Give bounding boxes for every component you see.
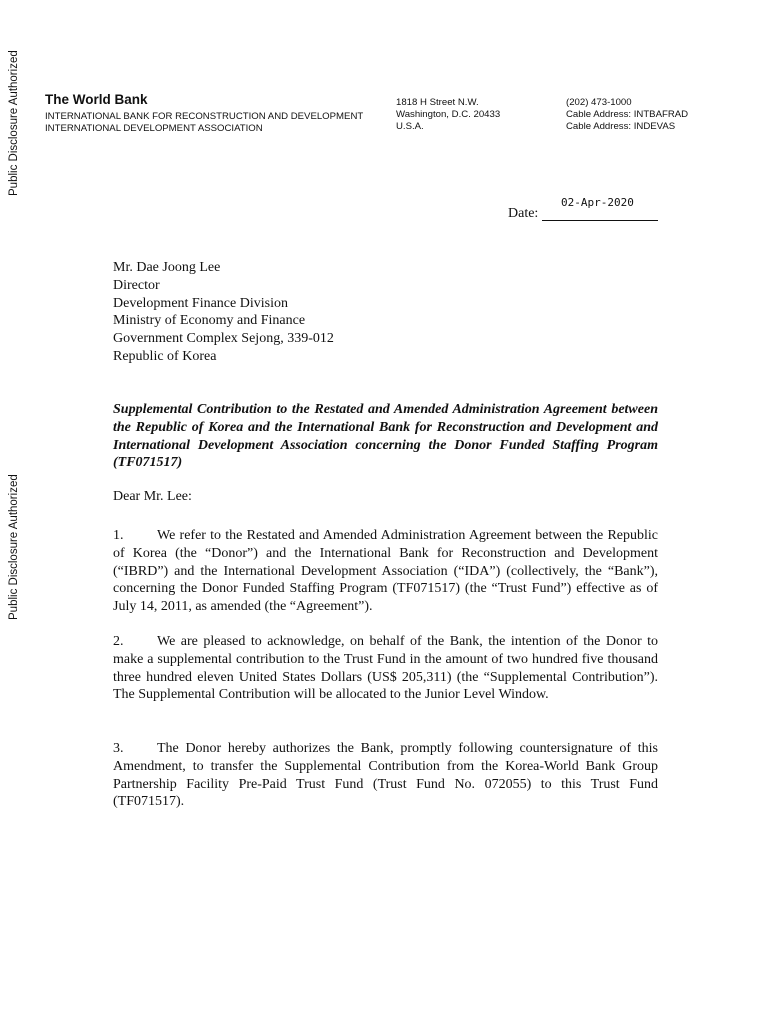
date-value: 02-Apr-2020 <box>561 196 634 209</box>
date-label: Date: <box>508 206 539 221</box>
paragraph-number: 1. <box>113 528 124 543</box>
letterhead-orgs <box>45 111 363 135</box>
paragraph <box>113 740 658 811</box>
date-block <box>508 196 658 222</box>
address-line: Washington, D.C. 20433 <box>396 109 501 120</box>
paragraph <box>113 527 658 616</box>
paragraph-text: We refer to the Restated and Amended Administration Agreement between the Republic of Korea (the “Donor”) and the International Bank for Reconstruction and Development (“IBRD”) and the International Development Association (“IDA”) (collectively, the “Bank”), concerning the Donor Funded Staffing Program (TF071517) (the “Trust Fund”) effective as of July 14, 2011, as amended (the “Agreement”). <box>113 528 658 615</box>
paragraph-text: The Donor hereby authorizes the Bank, promptly following countersignature of this Amendment, to transfer the Supplemental Contribution from the Korea-World Bank Group Partnership Facility Pre-Paid Trust Fund (Trust Fund No. 072055) to this Trust Fund (TF071517). <box>113 741 658 810</box>
addressee-line: Mr. Dae Joong Lee <box>113 260 221 275</box>
addressee-line: Director <box>113 277 160 293</box>
letterhead-org-line: INTERNATIONAL BANK FOR RECONSTRUCTION AND DEVELOPMENT <box>45 111 364 122</box>
disclosure-label-middle: Public Disclosure Authorized <box>8 474 20 620</box>
contact-line: Cable Address: INTBAFRAD <box>566 109 689 120</box>
addressee-line: Ministry of Economy and Finance <box>113 313 306 329</box>
addressee-line: Republic of Korea <box>113 348 217 364</box>
contact-line: (202) 473-1000 <box>566 97 632 108</box>
letterhead-name: The World Bank <box>45 92 148 107</box>
letterhead-address <box>396 97 500 133</box>
subject-heading: Supplemental Contribution to the Restated and Amended Administration Agreement between the Republic of Korea and the International Bank for Reconstruction and Development and International Development Association concerning the Donor Funded Staffing Program (TF071517) <box>113 402 658 471</box>
letterhead-org-line: INTERNATIONAL DEVELOPMENT ASSOCIATION <box>45 123 263 134</box>
addressee-block <box>113 259 334 366</box>
paragraph-number: 2. <box>113 634 124 649</box>
disclosure-label-top: Public Disclosure Authorized <box>8 50 20 196</box>
paragraph-number: 3. <box>113 741 124 756</box>
contact-line: Cable Address: INDEVAS <box>566 121 676 132</box>
paragraph-text: We are pleased to acknowledge, on behalf of the Bank, the intention of the Donor to make a supplemental contribution to the Trust Fund in the amount of two hundred five thousand three hundred eleven United States Dollars (US$ 205,311) (the “Supplemental Contribution”). The Supplemental Contribution will be allocated to the Junior Level Window. <box>113 634 658 703</box>
date-underline <box>542 220 658 221</box>
letterhead-contact <box>566 97 688 133</box>
paragraph <box>113 633 658 704</box>
address-line: U.S.A. <box>396 121 424 132</box>
address-line: 1818 H Street N.W. <box>396 97 479 108</box>
salutation: Dear Mr. Lee: <box>113 489 192 504</box>
addressee-line: Development Finance Division <box>113 295 288 311</box>
addressee-line: Government Complex Sejong, 339-012 <box>113 331 334 347</box>
